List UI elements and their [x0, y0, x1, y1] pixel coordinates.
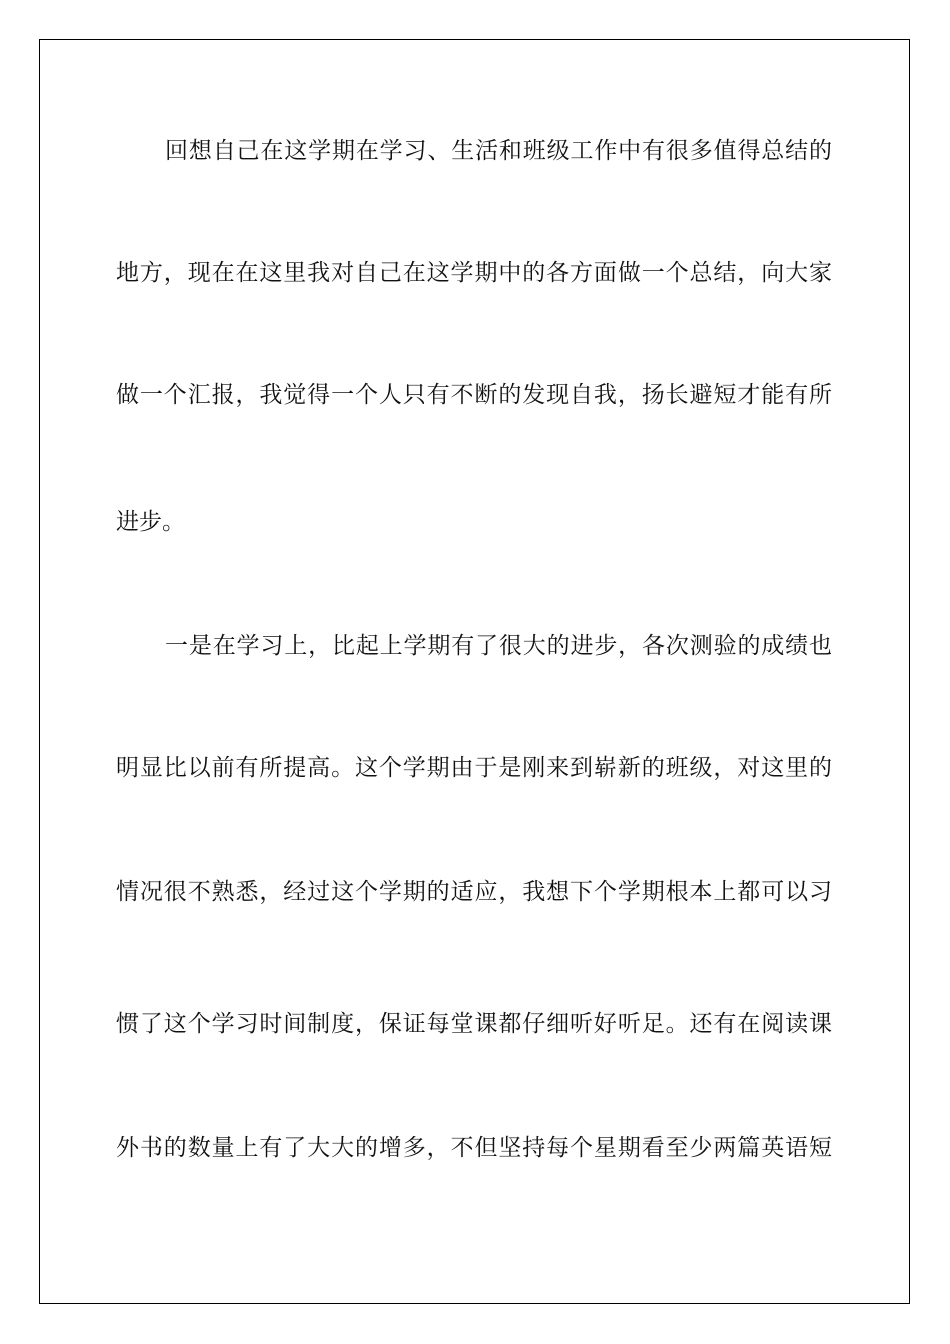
- paragraph-1-line-4: 进步。: [116, 509, 185, 535]
- paragraph-2-line-5: 外书的数量上有了大大的增多，不但坚持每个星期看至少两篇英语短: [116, 1135, 832, 1161]
- paragraph-2-line-1: 一是在学习上，比起上学期有了很大的进步，各次测验的成绩也: [165, 633, 832, 659]
- paragraph-2-line-2: 明显比以前有所提高。这个学期由于是刚来到崭新的班级，对这里的: [116, 755, 832, 781]
- paragraph-2-line-4: 惯了这个学习时间制度，保证每堂课都仔细听好听足。还有在阅读课: [116, 1011, 832, 1037]
- paragraph-1-line-3: 做一个汇报，我觉得一个人只有不断的发现自我，扬长避短才能有所: [116, 382, 832, 408]
- page-frame: [39, 39, 910, 1304]
- paragraph-1-line-2: 地方，现在在这里我对自己在这学期中的各方面做一个总结，向大家: [116, 260, 832, 286]
- paragraph-2-line-3: 情况很不熟悉，经过这个学期的适应，我想下个学期根本上都可以习: [116, 879, 832, 905]
- paragraph-1-line-1: 回想自己在这学期在学习、生活和班级工作中有很多值得总结的: [165, 138, 832, 164]
